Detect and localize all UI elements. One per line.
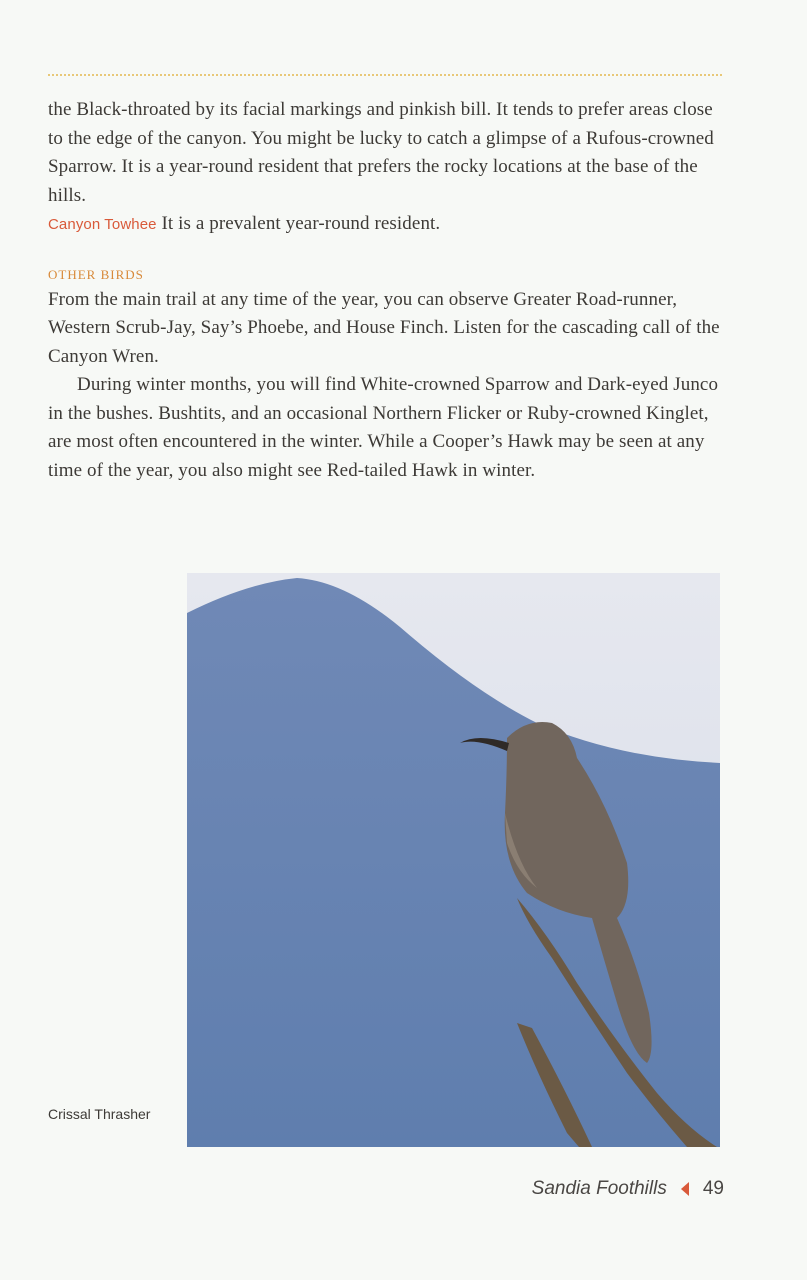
paragraph-2: From the main trail at any time of the year, you can observe Greater Road-runner, Western Scrub-Jay, Say’s Phoebe, and House Finch. Listen for the cascading call of the Canyon Wren. — [48, 288, 720, 367]
bird-photo — [187, 573, 720, 1147]
left-triangle-icon — [681, 1182, 689, 1196]
body-text — [48, 96, 728, 485]
towhee-paragraph — [48, 210, 728, 240]
species-label-canyon-towhee: Canyon Towhee — [48, 216, 157, 233]
paragraph-3: During winter months, you will find White-crowned Sparrow and Dark-eyed Junco in the bushes. Bushtits, and an occasional Northern Flicker or Ruby-crowned Kinglet, are most often encountered in the winter. While a Cooper’s Hawk may be seen at any time of the year, you also might see Red-tailed Hawk in winter. — [48, 374, 719, 481]
header-rule — [48, 74, 722, 76]
footer-section-title: Sandia Foothills — [531, 1178, 667, 1199]
paragraph-1: the Black-throated by its facial markings and pinkish bill. It tends to prefer areas close to the edge of the canyon. You might be lucky to catch a glimpse of a Rufous-crowned Sparrow. It is a year-round resident that prefers the rocky locations at the base of the hills. — [48, 99, 714, 206]
page-number: 49 — [702, 1178, 724, 1199]
section-heading-other-birds: OTHER BIRDS — [48, 266, 144, 282]
page-footer — [532, 1178, 724, 1200]
towhee-text: It is a prevalent year-round resident. — [156, 213, 441, 234]
photo-caption: Crissal Thrasher — [48, 1106, 151, 1122]
